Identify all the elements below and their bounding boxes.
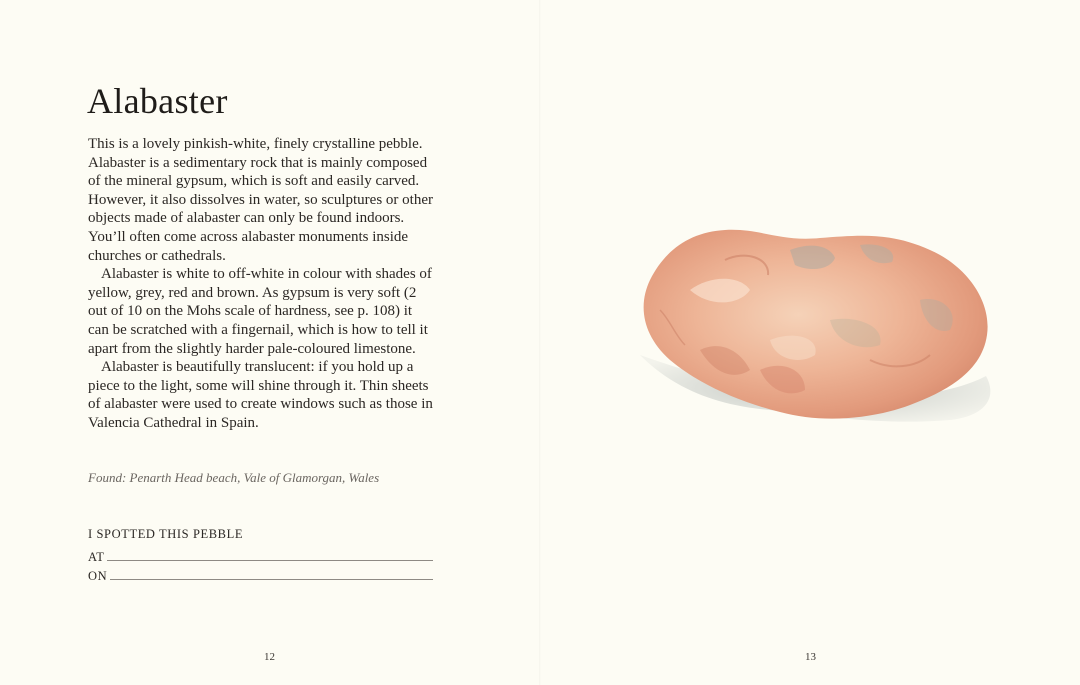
alabaster-pebble-icon: [630, 220, 1000, 450]
body-text: [88, 135, 433, 433]
at-label: AT: [88, 550, 105, 564]
spotted-at-row[interactable]: [88, 546, 433, 565]
paragraph-3: Alabaster is beautifully translucent: if you hold up a piece to the light, some will shine through it. Thin sheets of alabaster were used to create windows such as those in Valencia Cathedral in Spain.: [88, 359, 433, 431]
spotted-on-row[interactable]: [88, 565, 433, 584]
found-location: Found: Penarth Head beach, Vale of Glamorgan, Wales: [88, 470, 380, 485]
on-write-line[interactable]: [110, 578, 433, 580]
paragraph-2: Alabaster is white to off-white in colour with shades of yellow, grey, red and brown. As gypsum is very soft (2 out of 10 on the Mohs scale of hardness, see p. 108) it can be scratched with a fingernail, which is how to tell it apart from the slightly harder pale-coloured limestone.: [88, 266, 432, 357]
spotted-form: [88, 527, 433, 584]
pebble-illustration: [630, 220, 1000, 450]
spotted-heading: I SPOTTED THIS PEBBLE: [88, 527, 244, 541]
paragraph-1: This is a lovely pinkish-white, finely crystalline pebble. Alabaster is a sedimentary rock that is mainly composed of the mineral gypsum, which is soft and easily carved. However, it also dissolves in water, so sculptures or other objects made of alabaster can only be found indoors. You’ll often come across alabaster monuments inside churches or cathedrals.: [88, 136, 433, 264]
right-page: [540, 0, 1080, 685]
page-number-left: 12: [264, 651, 275, 663]
page-number-right: 13: [805, 651, 816, 663]
on-label: ON: [88, 569, 108, 583]
at-write-line[interactable]: [107, 559, 433, 561]
page-title: Alabaster: [87, 81, 228, 121]
